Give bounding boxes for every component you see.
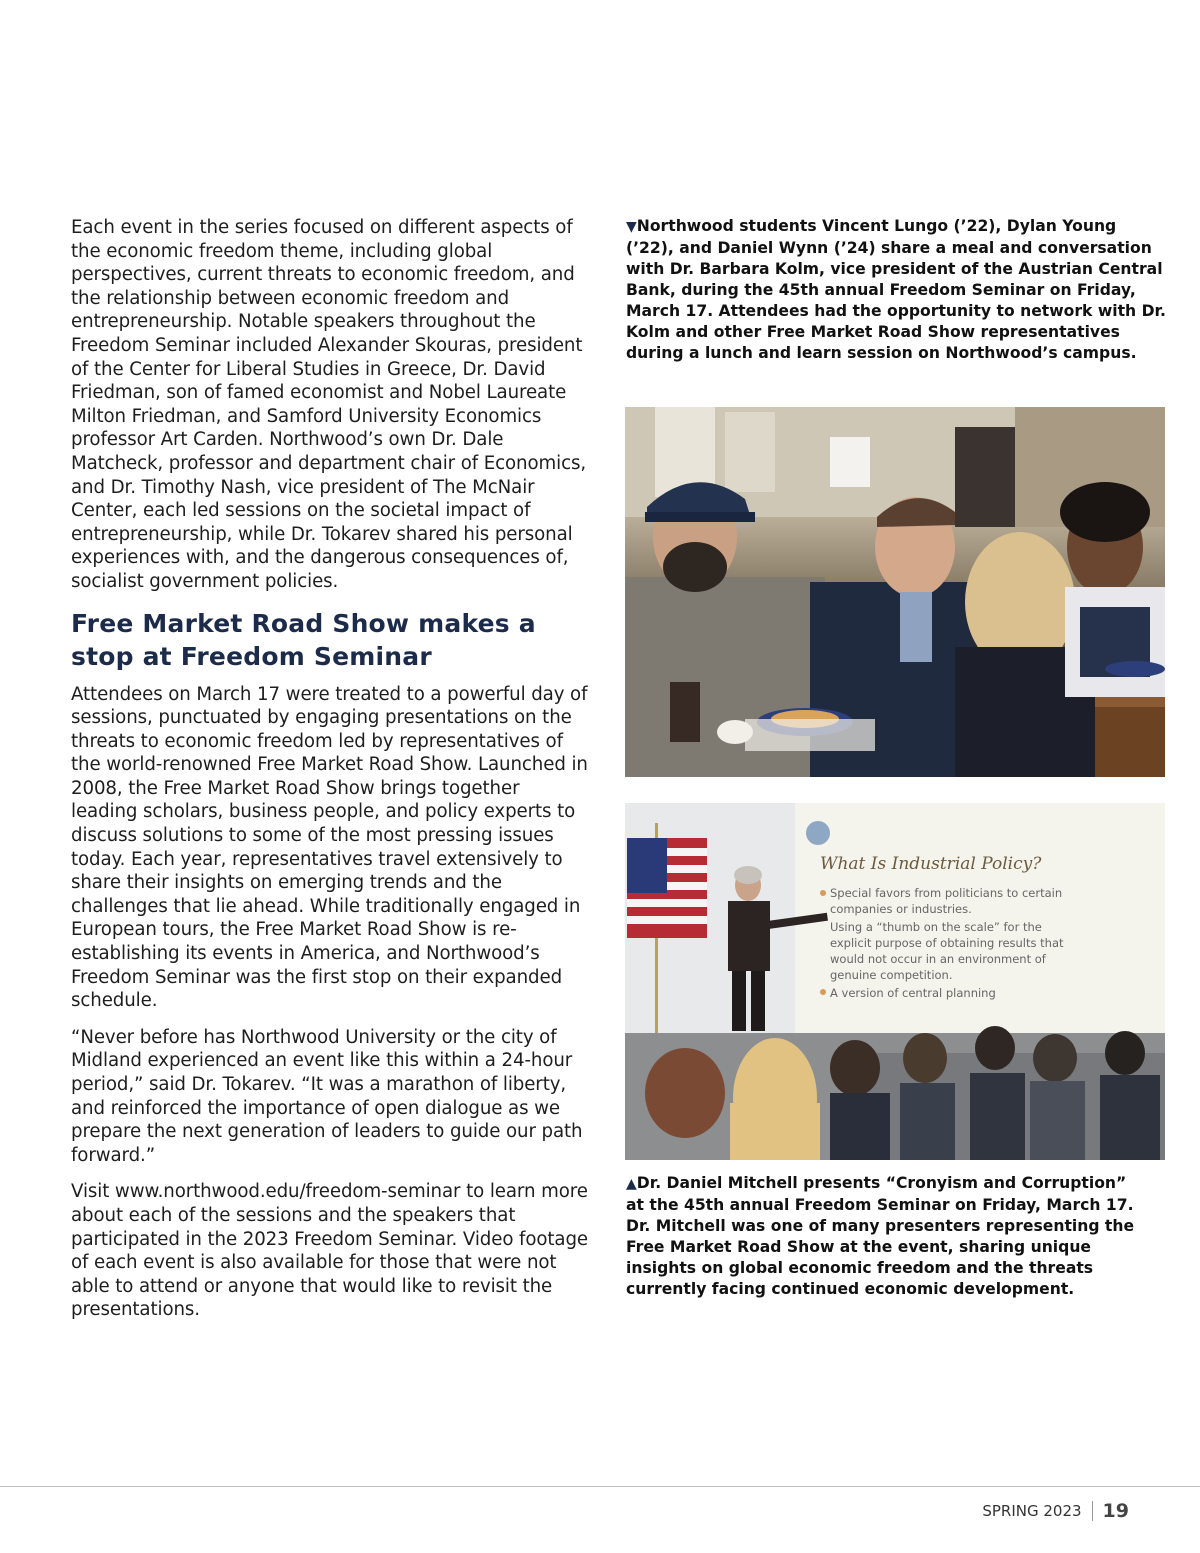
presentation-illustration — [625, 803, 1165, 1160]
slide-line-4: explicit purpose of obtaining results that — [830, 936, 1064, 950]
presentation-photo — [625, 803, 1165, 1160]
top-caption-block — [626, 216, 1166, 364]
bottom-caption-text: Dr. Daniel Mitchell presents “Cronyism and Corruption” at the 45th annual Freedom Seminar on Friday, March 17. Dr. Mitchell was one of many presenters representing the Free Market Road Show at the event, sharing unique insights on global economic freedom and the threats currently facing continued economic development. — [626, 1174, 1135, 1298]
down-triangle-icon: ▼ — [626, 219, 637, 235]
slide-title: What Is Industrial Policy? — [820, 854, 1042, 874]
slide-line-1: Special favors from politicians to certain — [830, 886, 1063, 900]
footer-divider — [0, 1486, 1200, 1487]
top-caption-text: Northwood students Vincent Lungo (’22), Dylan Young (’22), and Daniel Wynn (’24) share a meal and conversation with Dr. Barbara Kolm, vice president of the Austrian Central Bank, during the 45th annual Freedom Seminar on Friday, March 17. Attendees had the opportunity to network with Dr. Kolm and other Free Market Road Show representatives during a lunch and learn session on Northwood’s campus. — [626, 217, 1166, 362]
quote-paragraph: “Never before has Northwood University or the city of Midland experienced an event like this within a 24-hour period,” said Dr. Tokarev. “It was a marathon of liberty, and reinforced the importance of open dialogue as we prepare the next generation of leaders to guide our path forward.” — [71, 1026, 583, 1166]
bottom-caption-block — [626, 1173, 1146, 1300]
slide-line-2: companies or industries. — [830, 902, 972, 916]
article-paragraph-1: Each event in the series focused on different aspects of the economic freedom theme, including global perspectives, current threats to economic freedom, and the relationship between economic freedom and entrepreneurship. Notable speakers throughout the Freedom Seminar included Alexander Skouras, president of the Center for Liberal Studies in Greece, Dr. David Friedman, son of famed economist and Nobel Laureate Milton Friedman, and Samford University Economics professor Art Carden. Northwood’s own Dr. Dale Matcheck, professor and department chair of Economics, and Dr. Timothy Nash, vice president of The McNair Center, each led sessions on the societal impact of entrepreneurship, while Dr. Tokarev shared his personal experiences with, and the dangerous consequences of, socialist government policies. — [71, 217, 587, 592]
slide-line-6: genuine competition. — [830, 968, 953, 982]
slide-line-5: would not occur in an environment of — [830, 952, 1046, 966]
article-paragraph-2: Attendees on March 17 were treated to a powerful day of sessions, punctuated by engaging presentations on the threats to economic freedom led by representatives of the world-renowned Free Market Road Show. Launched in 2008, the Free Market Road Show brings together leading scholars, business people, and policy experts to discuss solutions to some of the most pressing issues today. Each year, representatives travel extensively to share their insights on emerging trends and the challenges that lie ahead. While traditionally engaged in European tours, the Free Market Road Show is re-establishing its events in America, and Northwood’s Freedom Seminar was the first stop on their expanded schedule. — [71, 683, 588, 1012]
up-triangle-icon: ▲ — [626, 1176, 637, 1192]
students-meal-illustration — [625, 407, 1165, 777]
page-footer — [982, 1500, 1129, 1522]
slide-line-3: Using a “thumb on the scale” for the — [830, 920, 1042, 934]
students-meal-photo — [625, 407, 1165, 777]
bottom-photo-caption — [626, 1173, 1146, 1300]
section-heading: Free Market Road Show makes a stop at Freedom Seminar — [71, 608, 536, 671]
slide-line-7: A version of central planning — [830, 986, 996, 1000]
top-photo-caption — [626, 216, 1166, 364]
article-body — [71, 216, 591, 1335]
issue-label: SPRING 2023 — [982, 1502, 1082, 1520]
footer-separator — [1092, 1501, 1093, 1521]
page-number: 19 — [1102, 1500, 1129, 1522]
article-paragraph-4: Visit www.northwood.edu/freedom-seminar to learn more about each of the sessions and the speakers that participated in the 2023 Freedom Seminar. Video footage of each event is also available for those that were not able to attend or anyone that would like to revisit the presentations. — [71, 1181, 589, 1321]
